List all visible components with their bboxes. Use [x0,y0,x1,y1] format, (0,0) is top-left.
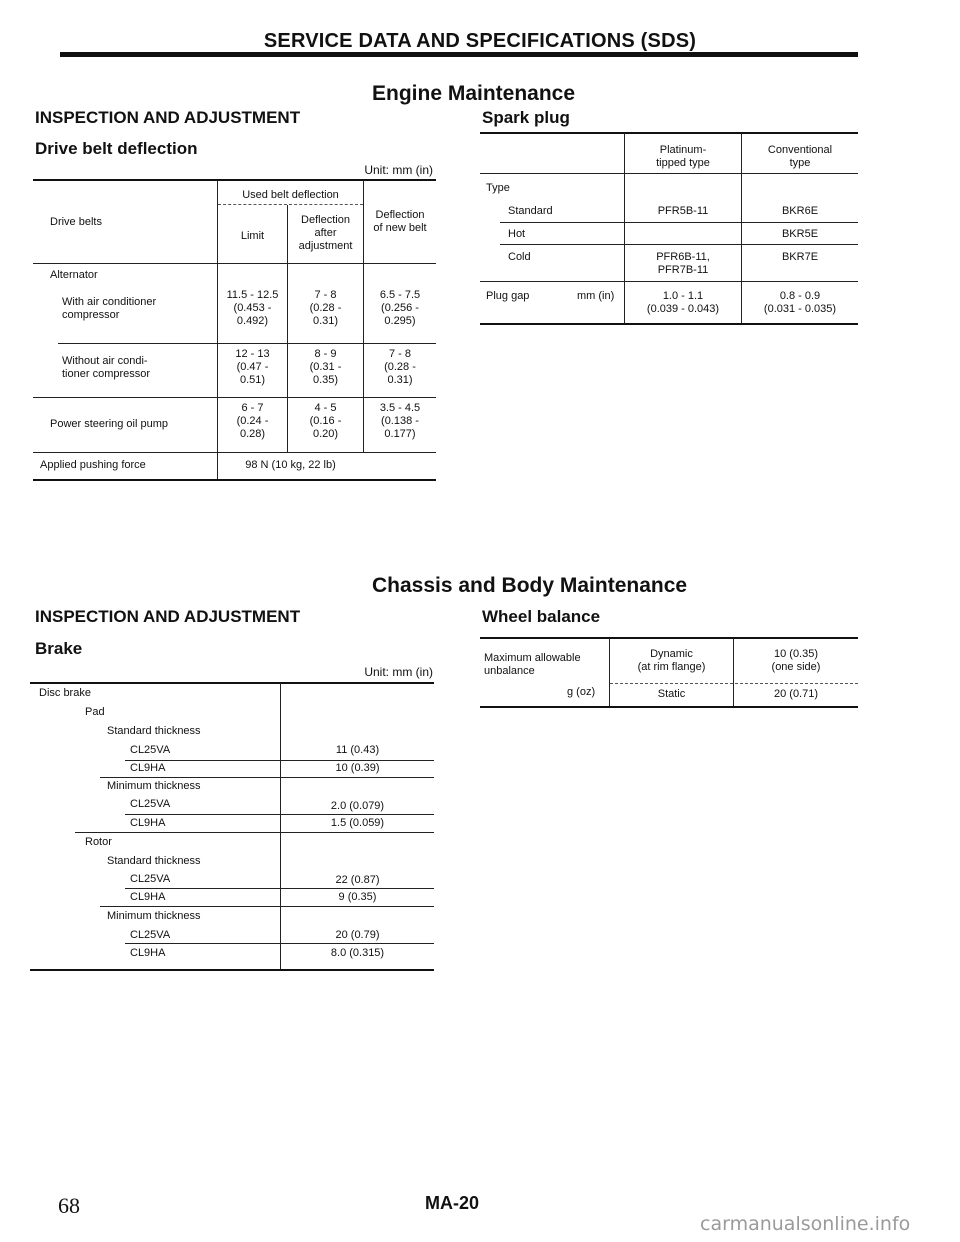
brake-title: Brake [35,639,83,658]
dynamic-value: 10 (0.35) (one side) [771,648,821,673]
limit-value: 12 - 13 (0.47 - 0.51) [235,348,270,386]
page-number: 68 [58,1193,80,1218]
alternator-label: Alternator [50,269,98,281]
new-value: 3.5 - 4.5 (0.138 - 0.177) [379,402,421,440]
row-label: Without air condi- tioner compressor [62,355,151,380]
row-label: CL9HA [130,947,166,959]
row-value: 1.5 (0.059) [330,817,385,829]
row-value: 9 (0.35) [338,891,377,903]
row-label: Standard [508,205,553,217]
page-code: MA-20 [425,1193,480,1213]
conventional-value: BKR6E [781,205,819,217]
after-value: 8 - 9 (0.31 - 0.35) [309,348,342,386]
wheel-balance-title: Wheel balance [482,607,601,626]
gap-unit: mm (in) [577,290,615,302]
row-value: 10 (0.39) [335,762,380,774]
platinum-value: PFR5B-11 [657,205,709,217]
after-value: 7 - 8 (0.28 - 0.31) [309,289,342,327]
engine-inspection-heading: INSPECTION AND ADJUSTMENT [35,108,301,127]
row-label: Minimum thickness [107,780,201,792]
chassis-inspection-heading: INSPECTION AND ADJUSTMENT [35,607,301,626]
col-new-belt: Deflection of new belt [373,209,427,234]
row-value: 22 (0.87) [335,874,380,886]
drive-belt-unit: Unit: mm (in) [364,163,433,177]
row-label: CL9HA [130,762,166,774]
row-value: 11 (0.43) [335,744,380,756]
row-label: CL25VA [130,929,171,941]
new-value: 7 - 8 (0.28 - 0.31) [384,348,416,386]
row-label: CL9HA [130,891,166,903]
col-used-belt-deflection: Used belt deflection [242,189,339,201]
wheel-balance-unit: g (oz) [567,686,596,698]
row-value: 8.0 (0.315) [330,947,385,959]
type-label: Type [486,182,510,194]
row-label: CL25VA [130,798,171,810]
watermark: carmanualsonline.info [700,1213,911,1235]
row-label: CL9HA [130,817,166,829]
spark-plug-title: Spark plug [482,108,570,127]
page-header-title: SERVICE DATA AND SPECIFICATIONS (SDS) [263,30,697,52]
row-label: Pad [85,706,105,718]
wheel-balance-label: Maximum allowable unbalance [484,652,581,677]
col-conventional: Conventional type [767,144,833,169]
brake-unit: Unit: mm (in) [364,665,433,679]
conventional-value: 0.8 - 0.9 (0.031 - 0.035) [763,290,837,315]
dynamic-label: Dynamic (at rim flange) [637,648,706,673]
row-label: CL25VA [130,744,171,756]
col-after-adjustment: Deflection after adjustment [298,214,353,252]
row-label: Cold [508,251,531,263]
row-label: Plug gap [486,290,530,302]
row-label: Rotor [85,836,112,848]
platinum-value: 1.0 - 1.1 (0.039 - 0.043) [646,290,720,315]
new-value: 6.5 - 7.5 (0.256 - 0.295) [379,289,421,327]
after-value: 4 - 5 (0.16 - 0.20) [309,402,342,440]
row-value: 20 (0.79) [335,929,380,941]
static-label: Static [657,688,686,700]
row-label: Hot [508,228,526,240]
col-platinum: Platinum- tipped type [656,144,710,169]
applied-force-label: Applied pushing force [40,459,146,471]
limit-value: 11.5 - 12.5 (0.453 - 0.492) [226,289,279,327]
drive-belt-title: Drive belt deflection [35,139,198,158]
row-label: With air conditioner compressor [62,296,157,321]
row-label: Disc brake [39,687,91,699]
conventional-value: BKR5E [781,228,819,240]
col-limit: Limit [240,230,265,242]
row-label: Minimum thickness [107,910,201,922]
row-label: Standard thickness [107,725,201,737]
applied-force-value: 98 N (10 kg, 22 lb) [245,459,336,471]
chassis-section-title: Chassis and Body Maintenance [372,574,688,597]
row-label: Standard thickness [107,855,201,867]
row-value: 2.0 (0.079) [330,800,385,812]
engine-section-title: Engine Maintenance [372,82,576,105]
row-label: CL25VA [130,873,171,885]
row-label: Power steering oil pump [50,418,169,430]
static-value: 20 (0.71) [773,688,819,700]
limit-value: 6 - 7 (0.24 - 0.28) [236,402,269,440]
col-drive-belts: Drive belts [50,216,102,228]
header-rule [60,52,858,57]
platinum-value: PFR6B-11, PFR7B-11 [656,251,710,276]
conventional-value: BKR7E [781,251,819,263]
